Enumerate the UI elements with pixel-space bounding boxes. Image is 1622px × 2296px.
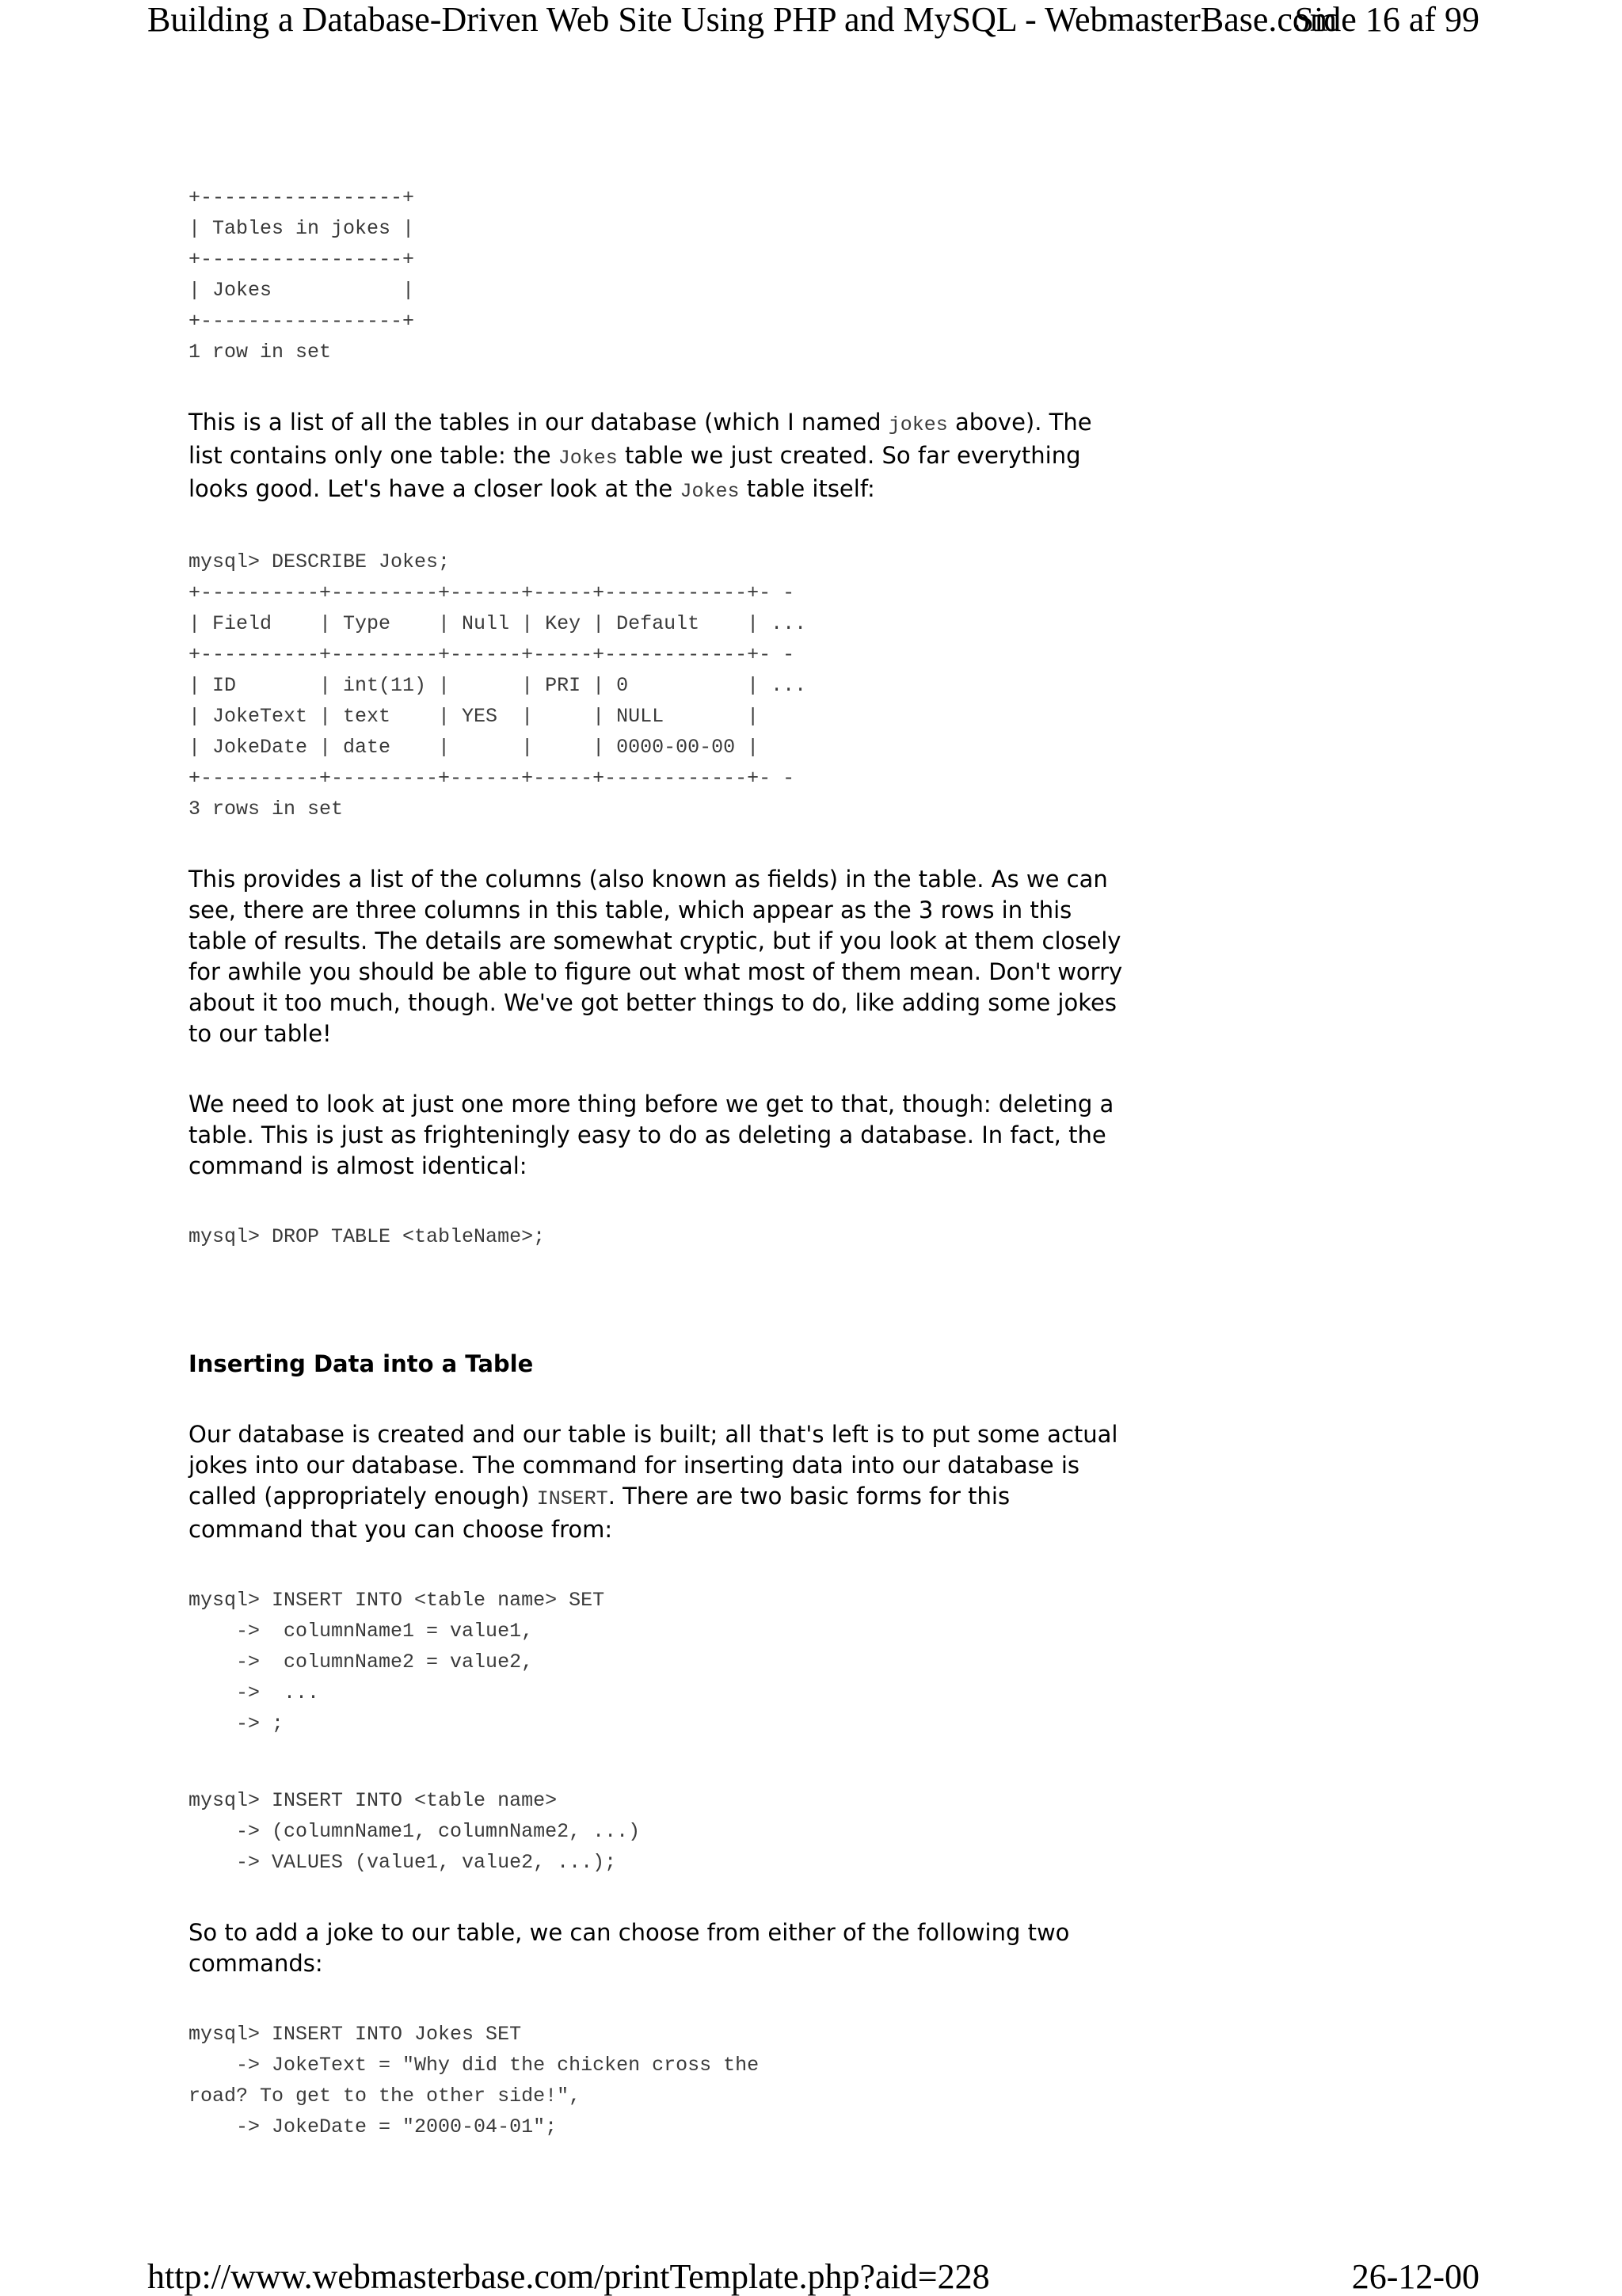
page-number: Side 16 af 99 (1294, 0, 1479, 39)
code-block-drop-table: mysql> DROP TABLE <tableName>; (188, 1225, 546, 1248)
inline-code: jokes (888, 413, 948, 436)
text-span: This is a list of all the tables in our database (which I named (188, 409, 889, 436)
text-span: table itself: (739, 475, 875, 502)
text-span: above). The list contains only one table: the (188, 409, 1092, 469)
code-block-describe: mysql> DESCRIBE Jokes; +----------+---------+------+-----+------------+- - | Field | Type | Null | Key | Default | ... +----------+---------+------+-----+------------+- - | ID | int(11) | | PRI | 0 | ... | JokeText | text | YES | | NULL | | JokeDate | date | | | 0000-00-00 | +----------+---------+------+-----+------------+- - 3 rows in set (188, 550, 807, 821)
code-block-insert-values: mysql> INSERT INTO <table name> -> (columnName1, columnName2, ...) -> VALUES (value1, value2, ...); (188, 1789, 641, 1874)
inline-code: Jokes (558, 447, 618, 470)
section-heading: Inserting Data into a Table (188, 1350, 534, 1377)
paragraph-add-joke: So to add a joke to our table, we can choose from either of the following two commands: (188, 1919, 1070, 1977)
inline-code: Jokes (680, 480, 740, 503)
inline-code: INSERT (536, 1487, 608, 1510)
page-header-title: Building a Database-Driven Web Site Using PHP and MySQL - WebmasterBase.com (147, 0, 1338, 39)
text-span: table we just created. So far everything looks good. Let's have a closer look at the (188, 442, 1081, 502)
code-block-show-tables: +-----------------+ | Tables in jokes | +-----------------+ | Jokes | +-----------------+ 1 row in set (188, 186, 415, 364)
page-footer-date: 26-12-00 (1351, 2257, 1479, 2296)
code-block-insert-set: mysql> INSERT INTO <table name> SET -> columnName1 = value1, -> columnName2 = value2, -> ... -> ; (188, 1589, 605, 1735)
paragraph-columns: This provides a list of the columns (also known as fields) in the table. As we can see, there are three columns in this table, which appear as the 3 rows in this table of results. The details are somewhat cryptic, but if you look at them closely for awhile you should be able to figure out what most of them mean. Don't worry about it too much, though. We've got better things to do, like adding some jokes to our table! (188, 866, 1123, 1047)
text-span: Our database is created and our table is built; all that's left is to put some actual jokes into our database. The command for inserting data into our database is called (appropriately enough) (188, 1421, 1118, 1510)
article-content (188, 182, 1123, 2142)
page-footer-url: http://www.webmasterbase.com/printTemplate.php?aid=228 (147, 2257, 990, 2296)
text-span: . There are two basic forms for this command that you can choose from: (188, 1483, 1011, 1543)
paragraph-tables-list (188, 407, 1123, 507)
paragraph-inserting (188, 1419, 1123, 1545)
code-block-insert-joke: mysql> INSERT INTO Jokes SET -> JokeText = "Why did the chicken cross the road? To get to the other side!", -> JokeDate = "2000-04-01"; (188, 2023, 760, 2138)
paragraph-deleting: We need to look at just one more thing before we get to that, though: deleting a table. This is just as frighteningly easy to do as deleting a database. In fact, the command is almost identical: (188, 1091, 1114, 1179)
